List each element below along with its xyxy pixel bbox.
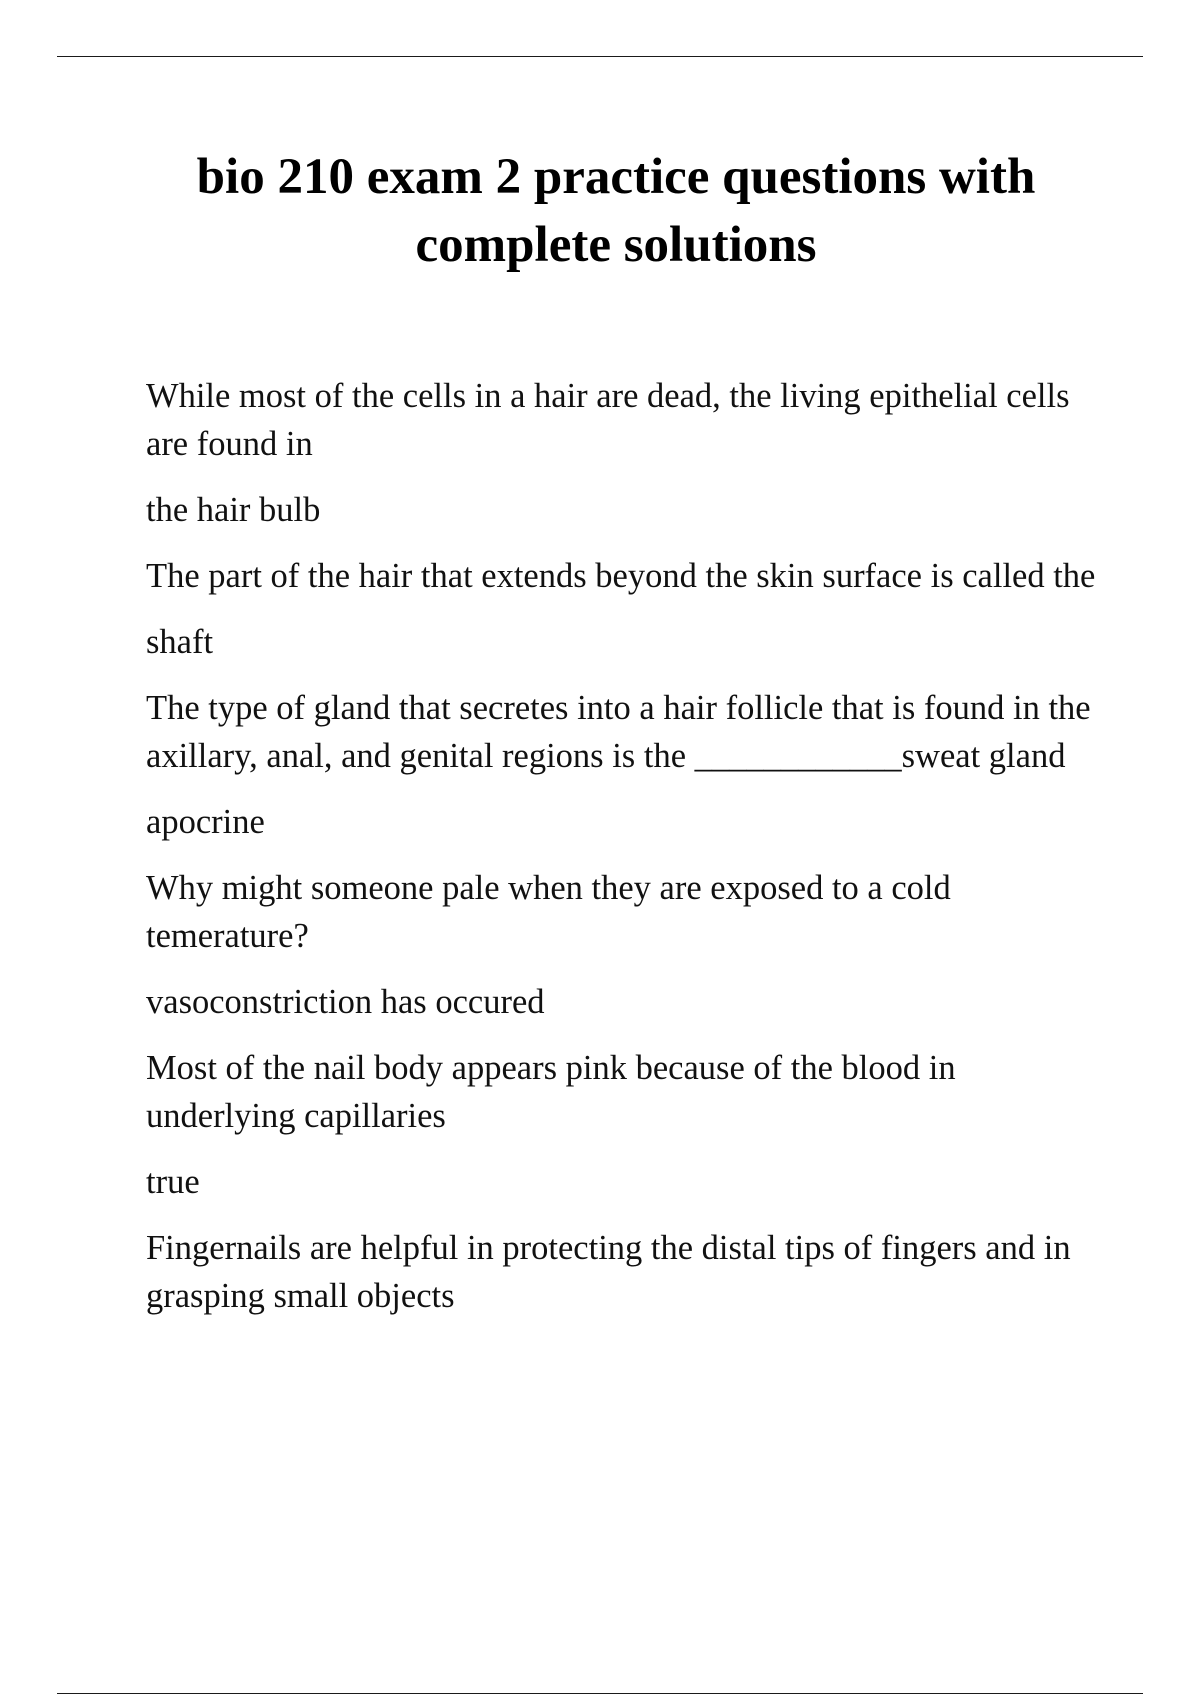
qa-item [146, 372, 1096, 534]
answer-text: true [146, 1163, 200, 1201]
qa-item [146, 1044, 1096, 1206]
question-text: The part of the hair that extends beyond the skin surface is called the [146, 557, 1096, 595]
answer-text: apocrine [146, 803, 265, 841]
top-divider [57, 56, 1143, 57]
answer-text: the hair bulb [146, 491, 321, 529]
qa-item [146, 684, 1096, 846]
qa-item [146, 864, 1096, 1026]
question-text: Most of the nail body appears pink because of the blood in underlying capillaries [146, 1049, 956, 1135]
bottom-divider [57, 1693, 1143, 1694]
question-text: While most of the cells in a hair are dead, the living epithelial cells are found in [146, 377, 1070, 463]
question-text: Fingernails are helpful in protecting the distal tips of fingers and in grasping small objects [146, 1229, 1071, 1315]
answer-text: vasoconstriction has occured [146, 983, 545, 1021]
question-text: The type of gland that secretes into a hair follicle that is found in the axillary, anal, and genital regions is the ____________sweat gland [146, 689, 1091, 775]
answer-text: shaft [146, 623, 214, 661]
qa-list [146, 372, 1096, 1338]
qa-item [146, 1224, 1096, 1320]
question-text: Why might someone pale when they are exposed to a cold temerature? [146, 869, 951, 955]
qa-item [146, 552, 1096, 666]
page-title: bio 210 exam 2 practice questions with complete solutions [196, 149, 1036, 273]
